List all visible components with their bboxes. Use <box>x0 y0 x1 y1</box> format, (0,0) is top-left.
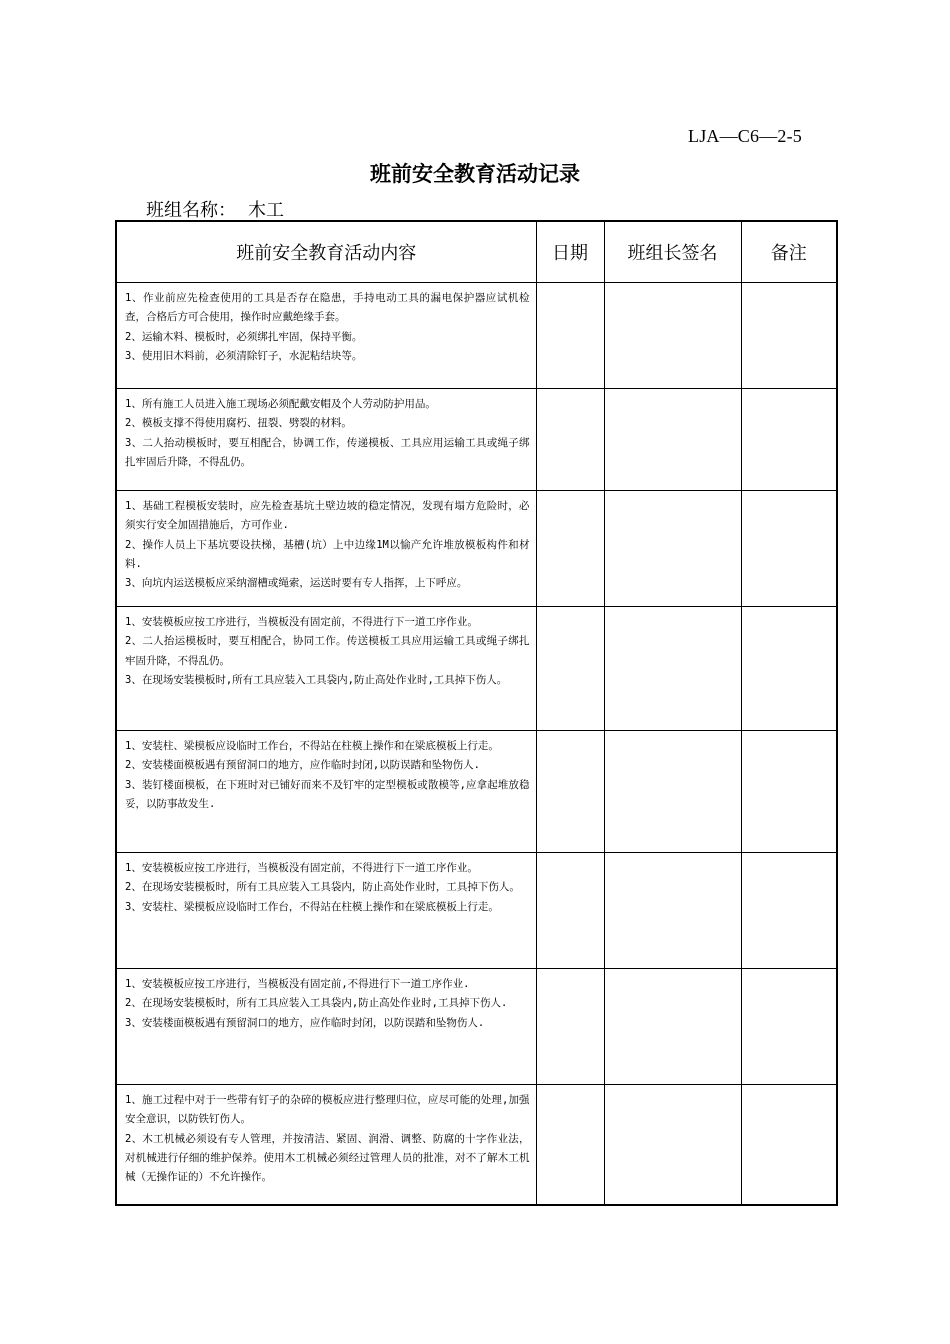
activity-content-cell <box>116 731 536 853</box>
remark-cell <box>741 1085 837 1205</box>
activity-content-line: 3、装钉楼面模板，在下班时对已铺好而来不及钉牢的定型模板或散模等,应拿起堆放稳妥，以防事故发生. <box>125 778 530 810</box>
remark-cell <box>741 491 837 607</box>
leader-signature-cell <box>604 1085 741 1205</box>
activity-content-line: 2、在现场安装模板时，所有工具应装入工具袋内，防止高处作业时，工具掉下伤人。 <box>125 881 520 894</box>
activity-content-line: 1、作业前应先检查使用的工具是否存在隐患，手持电动工具的漏电保护器应试机检查，合格后方可合使用，操作时应戴绝缘手套。 <box>125 292 530 324</box>
table-row <box>116 853 837 969</box>
leader-signature-cell <box>604 853 741 969</box>
date-cell <box>536 283 604 389</box>
remark-cell <box>741 969 837 1085</box>
activity-content-line: 1、安装模板应按工序进行，当模板没有固定前，不得进行下一道工序作业。 <box>125 862 478 874</box>
header-content: 班前安全教育活动内容 <box>116 221 536 283</box>
activity-content-line: 2、运输木料、模板时，必须绑扎牢固，保持平衡。 <box>125 330 363 343</box>
remark-cell <box>741 731 837 853</box>
date-cell <box>536 731 604 853</box>
activity-content-line: 1、安装柱、梁模板应设临时工作台，不得站在柱模上操作和在梁底模板上行走。 <box>125 740 499 752</box>
activity-content-line: 1、安装模板应按工序进行，当模板没有固定前,不得进行下一道工序作业. <box>125 978 470 990</box>
activity-content-line: 1、施工过程中对于一些带有钉子的杂碎的模板应进行整理归位，应尽可能的处理,加强安全意识，以防铁钉伤人。 <box>125 1094 530 1126</box>
activity-content-cell <box>116 491 536 607</box>
activity-content-cell <box>116 853 536 969</box>
date-cell <box>536 1085 604 1205</box>
activity-content-line: 2、木工机械必须设有专人管理，并按清洁、紧固、润滑、调整、防腐的十字作业法，对机械进行仔细的维护保养。使用木工机械必须经过管理人员的批准，对不了解木工机械（无操作证的）不允许操作。 <box>125 1132 530 1184</box>
activity-content-line: 3、二人抬动模板时，要互相配合，协调工作，传递模板、工具应用运输工具或绳子绑扎牢固后升降，不得乱仍。 <box>125 436 530 468</box>
record-body <box>116 283 837 1205</box>
activity-content-line: 1、所有施工人员进入施工现场必须配戴安帽及个人劳动防护用品。 <box>125 398 436 410</box>
activity-content-line: 2、安装楼面模板遇有预留洞口的地方，应作临时封闭,以防误踏和坠物伤人. <box>125 759 480 772</box>
leader-signature-cell <box>604 491 741 607</box>
date-cell <box>536 607 604 731</box>
table-row <box>116 969 837 1085</box>
date-cell <box>536 389 604 491</box>
remark-cell <box>741 607 837 731</box>
activity-content-cell <box>116 283 536 389</box>
leader-signature-cell <box>604 731 741 853</box>
activity-content-line: 1、基础工程模板安装时，应先检查基坑土壁边坡的稳定情况，发现有塌方危险时，必须实行安全加固措施后，方可作业. <box>125 500 530 532</box>
activity-content-line: 3、向坑内运送模板应采纳溜槽或绳索，运送时要有专人指挥，上下呼应。 <box>125 577 468 590</box>
header-date: 日期 <box>536 221 604 283</box>
leader-signature-cell <box>604 607 741 731</box>
activity-content-cell <box>116 389 536 491</box>
date-cell <box>536 491 604 607</box>
date-cell <box>536 969 604 1085</box>
activity-content-line: 2、模板支撑不得使用腐朽、扭裂、劈裂的材料。 <box>125 417 352 430</box>
header-leader-signature: 班组长签名 <box>604 221 741 283</box>
table-row <box>116 607 837 731</box>
team-name-line <box>146 196 336 222</box>
document-code: LJA—C6—2-5 <box>688 126 802 146</box>
leader-signature-cell <box>604 283 741 389</box>
table-row <box>116 491 837 607</box>
leader-signature-cell <box>604 969 741 1085</box>
record-table <box>115 220 838 1206</box>
table-row <box>116 389 837 491</box>
leader-signature-cell <box>604 389 741 491</box>
table-row <box>116 731 837 853</box>
table-row <box>116 283 837 389</box>
activity-content-line: 3、安装柱、梁模板应设临时工作台，不得站在柱模上操作和在梁底模板上行走。 <box>125 900 499 913</box>
activity-content-line: 3、使用旧木料前，必须清除钉子，水泥粘结块等。 <box>125 349 363 362</box>
activity-content-line: 2、二人抬运模板时，要互相配合，协同工作。传送模板工具应用运输工具或绳子绑扎牢固升降，不得乱仍。 <box>125 635 530 667</box>
team-name-value: 木工 <box>240 201 336 222</box>
activity-content-line: 3、安装楼面模板遇有预留洞口的地方，应作临时封闭，以防误踏和坠物伤人. <box>125 1016 485 1029</box>
activity-content-line: 3、在现场安装模板时,所有工具应装入工具袋内,防止高处作业时,工具掉下伤人。 <box>125 673 508 686</box>
activity-content-cell <box>116 969 536 1085</box>
remark-cell <box>741 389 837 491</box>
table-header-row <box>116 221 837 283</box>
remark-cell <box>741 283 837 389</box>
activity-content-cell <box>116 1085 536 1205</box>
activity-content-line: 2、操作人员上下基坑要设扶梯，基槽(坑）上中边缘1M以愉产允许堆放模板构件和材料. <box>125 538 530 570</box>
activity-content-line: 1、安装模板应按工序进行，当模板没有固定前，不得进行下一道工序作业。 <box>125 616 478 628</box>
team-name-label: 班组名称： <box>146 200 236 221</box>
activity-content-line: 2、在现场安装模板时，所有工具应装入工具袋内,防止高处作业时,工具掉下伤人. <box>125 997 508 1010</box>
activity-content-cell <box>116 607 536 731</box>
date-cell <box>536 853 604 969</box>
page-title: 班前安全教育活动记录 <box>370 162 580 186</box>
remark-cell <box>741 853 837 969</box>
header-remarks: 备注 <box>741 221 837 283</box>
table-row <box>116 1085 837 1205</box>
